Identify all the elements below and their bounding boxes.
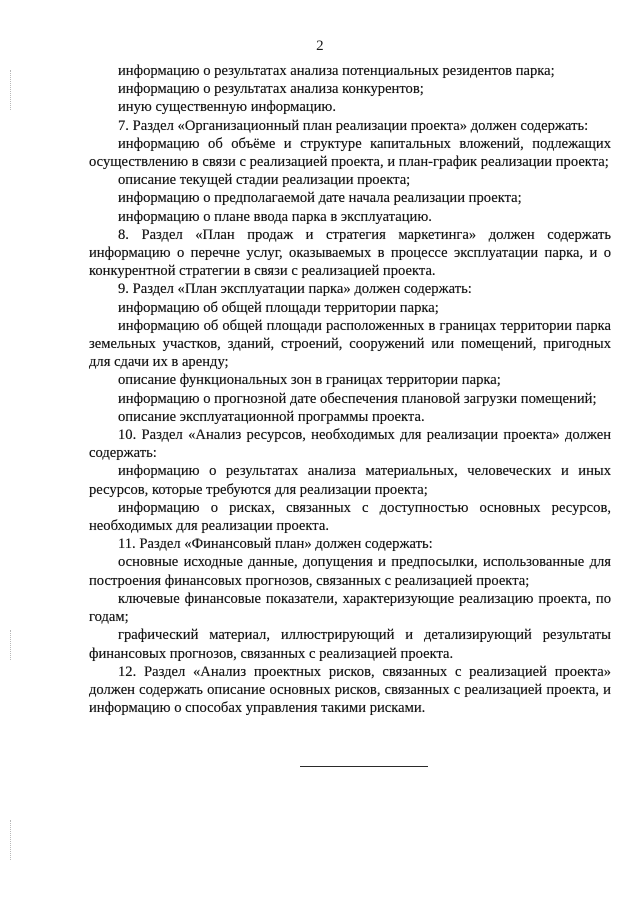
section-heading-8: 8. Раздел «План продаж и стратегия маркетинга» должен содержать информацию о перечне услуг, оказываемых в процессе эксплуатации парка, и о конкурентной стратегии в связи с реализацией проекта. (89, 226, 611, 280)
section-heading-10: 10. Раздел «Анализ ресурсов, необходимых для реализации проекта» должен содержать: (89, 427, 611, 462)
section-heading-9: 9. Раздел «План эксплуатации парка» должен содержать: (118, 281, 472, 298)
list-item: описание эксплуатационной программы проекта. (118, 408, 425, 425)
document-body (89, 62, 611, 717)
list-item: информацию о результатах анализа потенциальных резидентов парка; (118, 63, 555, 79)
list-item: иную существенную информацию. (118, 99, 336, 116)
list-item: информацию о предполагаемой дате начала реализации проекта; (118, 190, 522, 207)
section-heading-11: 11. Раздел «Финансовый план» должен содержать: (118, 536, 433, 553)
list-item: основные исходные данные, допущения и предпосылки, использованные для построения финансовых прогнозов, связанных с реализацией проекта; (89, 554, 611, 589)
list-item: описание функциональных зон в границах территории парка; (118, 372, 501, 389)
scan-edge-mark (10, 70, 12, 110)
end-of-document-rule (300, 766, 428, 767)
list-item: информацию о рисках, связанных с доступностью основных ресурсов, необходимых для реализации проекта. (89, 499, 611, 535)
section-heading-7: 7. Раздел «Организационный план реализации проекта» должен содержать: (118, 117, 589, 134)
list-item: информацию о плане ввода парка в эксплуатацию. (118, 208, 432, 225)
list-item: информацию об общей площади расположенных в границах территории парка земельных участков, зданий, строений, сооружений или помещений, пригодных для сдачи их в аренду; (89, 317, 611, 371)
scan-edge-mark (10, 820, 12, 860)
scan-edge-mark (10, 630, 12, 660)
list-item: информацию о результатах анализа материальных, человеческих и иных ресурсов, которые требуются для реализации проекта; (89, 463, 611, 498)
list-item: ключевые финансовые показатели, характеризующие реализацию проекта, по годам; (89, 590, 611, 626)
section-heading-12: 12. Раздел «Анализ проектных рисков, связанных с реализацией проекта» должен содержать описание основных рисков, связанных с реализацией проекта, и информацию о способах управления такими рисками. (89, 663, 611, 717)
list-item: информацию о результатах анализа конкурентов; (118, 81, 424, 98)
list-item: графический материал, иллюстрирующий и детализирующий результаты финансовых прогнозов, связанных с реализацией проекта. (89, 627, 611, 662)
list-item: информацию о прогнозной дате обеспечения плановой загрузки помещений; (118, 390, 597, 407)
list-item: информацию об объёме и структуре капитальных вложений, подлежащих осуществлению в связи с реализацией проекта, и план-график реализации проекта; (89, 135, 611, 171)
list-item: описание текущей стадии реализации проекта; (118, 172, 411, 189)
page-number: 2 (316, 38, 324, 54)
list-item: информацию об общей площади территории парка; (118, 299, 439, 316)
